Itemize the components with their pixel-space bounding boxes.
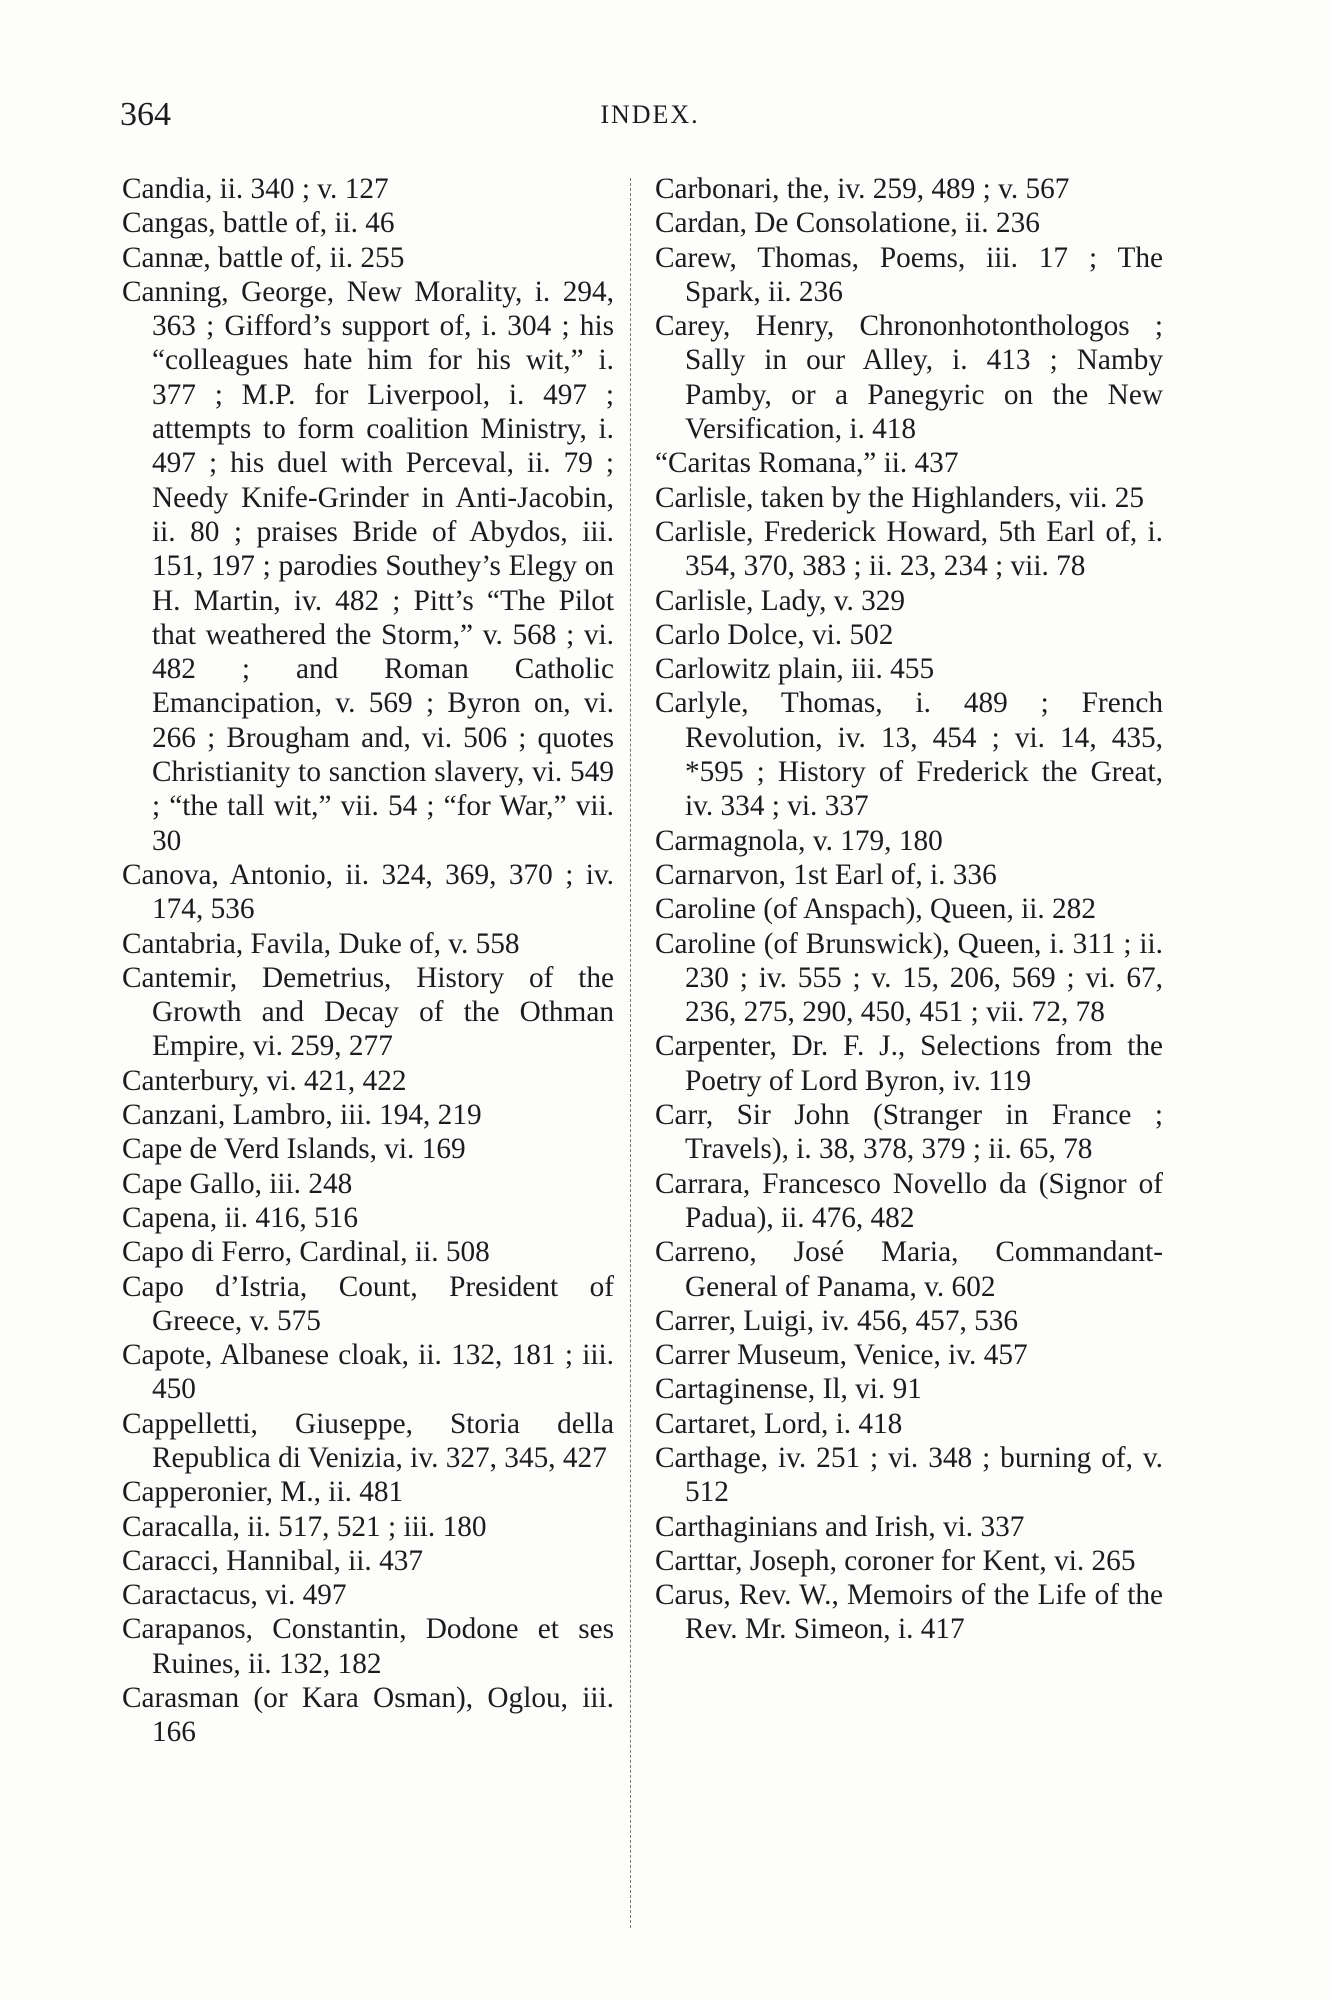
index-entry: Carr, Sir John (Stranger in France ; Travels), i. 38, 378, 379 ; ii. 65, 78 [655, 1099, 1163, 1166]
index-entry: Capena, ii. 416, 516 [122, 1201, 358, 1234]
index-entry: Cape Gallo, iii. 248 [122, 1167, 353, 1200]
index-entry: Carlisle, taken by the Highlanders, vii. 25 [655, 481, 1144, 514]
index-entry: Cantemir, Demetrius, History of the Growth and Decay of the Othman Empire, vi. 259, 277 [122, 961, 614, 1063]
index-entry: Caractacus, vi. 497 [122, 1579, 347, 1612]
index-entry: Carpenter, Dr. F. J., Selections from the Poetry of Lord Byron, iv. 119 [655, 1030, 1163, 1097]
index-entry: Canova, Antonio, ii. 324, 369, 370 ; iv. 174, 536 [122, 858, 614, 926]
index-entry: Carthage, iv. 251 ; vi. 348 ; burning of, v. 512 [655, 1441, 1163, 1509]
index-entry: Carttar, Joseph, coroner for Kent, vi. 265 [655, 1544, 1136, 1577]
page-number: 364 [120, 96, 171, 133]
index-entry: Carlyle, Thomas, i. 489 ; French Revolution, iv. 13, 454 ; vi. 14, 435, *595 ; History of Frederick the Great, iv. 334 ; vi. 337 [655, 687, 1163, 823]
index-entry: Cape de Verd Islands, vi. 169 [122, 1133, 466, 1166]
index-entry: Carapanos, Constantin, Dodone et ses Ruines, ii. 132, 182 [122, 1613, 614, 1680]
index-entry: Carreno, José Maria, Commandant-General of Panama, v. 602 [655, 1236, 1163, 1303]
index-entry: Carlo Dolce, vi. 502 [655, 618, 894, 651]
index-entry: Caracalla, ii. 517, 521 ; iii. 180 [122, 1510, 487, 1543]
index-entry: Cappelletti, Giuseppe, Storia della Republica di Venizia, iv. 327, 345, 427 [122, 1407, 614, 1474]
index-entry: Carbonari, the, iv. 259, 489 ; v. 567 [655, 173, 1070, 205]
column-divider [630, 178, 631, 1928]
index-entry: Caroline (of Anspach), Queen, ii. 282 [655, 893, 1096, 926]
index-entry: Carmagnola, v. 179, 180 [655, 824, 943, 857]
index-entry: Carrara, Francesco Novello da (Signor of Padua), ii. 476, 482 [655, 1167, 1163, 1234]
index-entry: Cartaret, Lord, i. 418 [655, 1407, 903, 1440]
index-entry: “Caritas Romana,” ii. 437 [655, 447, 959, 480]
index-column-left [122, 172, 614, 1750]
index-entry: Carlisle, Lady, v. 329 [655, 584, 906, 617]
index-entry: Capo di Ferro, Cardinal, ii. 508 [122, 1236, 490, 1269]
index-entry: Caracci, Hannibal, ii. 437 [122, 1544, 424, 1577]
index-entry: Canzani, Lambro, iii. 194, 219 [122, 1099, 482, 1132]
page-header [120, 96, 1180, 146]
index-entry: Capote, Albanese cloak, ii. 132, 181 ; iii. 450 [122, 1339, 614, 1406]
index-entry: Candia, ii. 340 ; v. 127 [122, 173, 389, 205]
index-entry: Cangas, battle of, ii. 46 [122, 207, 395, 240]
index-entry: Canterbury, vi. 421, 422 [122, 1064, 407, 1097]
index-entry: Carey, Henry, Chrononhotonthologos ; Sally in our Alley, i. 413 ; Namby Pamby, or a Panegyric on the New Versification, i. 418 [655, 310, 1163, 446]
index-entry: Cardan, De Consolatione, ii. 236 [655, 207, 1040, 240]
index-entry: Carnarvon, 1st Earl of, i. 336 [655, 858, 997, 891]
index-entry: Caroline (of Brunswick), Queen, i. 311 ; ii. 230 ; iv. 555 ; v. 15, 206, 569 ; vi. 67, 236, 275, 290, 450, 451 ; vii. 72, 78 [655, 927, 1163, 1029]
index-entry: Carthaginians and Irish, vi. 337 [655, 1510, 1025, 1543]
index-entry: Cantabria, Favila, Duke of, v. 558 [122, 927, 520, 960]
index-entry: Carus, Rev. W., Memoirs of the Life of the Rev. Mr. Simeon, i. 417 [655, 1579, 1163, 1646]
index-entry: Carlisle, Frederick Howard, 5th Earl of, i. 354, 370, 383 ; ii. 23, 234 ; vii. 78 [655, 515, 1163, 583]
index-entry: Carlowitz plain, iii. 455 [655, 653, 935, 686]
index-entry: Capo d’Istria, Count, President of Greece, v. 575 [122, 1270, 614, 1337]
index-entry: Cartaginense, Il, vi. 91 [655, 1373, 922, 1406]
index-entry: Carrer Museum, Venice, iv. 457 [655, 1339, 1028, 1372]
index-entry: Carrer, Luigi, iv. 456, 457, 536 [655, 1304, 1019, 1337]
index-entry: Cannæ, battle of, ii. 255 [122, 241, 405, 274]
index-entry: Carasman (or Kara Osman), Oglou, iii. 166 [122, 1682, 614, 1749]
index-entry: Canning, George, New Morality, i. 294, 363 ; Gifford’s support of, i. 304 ; his “colleagues hate him for his wit,” i. 377 ; M.P. for Liverpool, i. 497 ; attempts to form coalition Ministry, i. 497 ; his duel with Perceval, ii. 79 ; Needy Knife-Grinder in Anti-Jacobin, ii. 80 ; praises Bride of Abydos, iii. 151, 197 ; parodies Southey’s Elegy on H. Martin, iv. 482 ; Pitt’s “The Pilot that weathered the Storm,” v. 568 ; vi. 482 ; and Roman Catholic Emancipation, v. 569 ; Byron on, vi. 266 ; Brougham and, vi. 506 ; quotes Christianity to sanction slavery, vi. 549 ; “the tall wit,” vii. 54 ; “for War,” vii. 30 [122, 275, 614, 857]
index-entry: Capperonier, M., ii. 481 [122, 1476, 404, 1509]
running-title: INDEX. [600, 100, 700, 129]
index-column-right [655, 172, 1163, 1647]
index-entry: Carew, Thomas, Poems, iii. 17 ; The Spark, ii. 236 [655, 241, 1163, 308]
